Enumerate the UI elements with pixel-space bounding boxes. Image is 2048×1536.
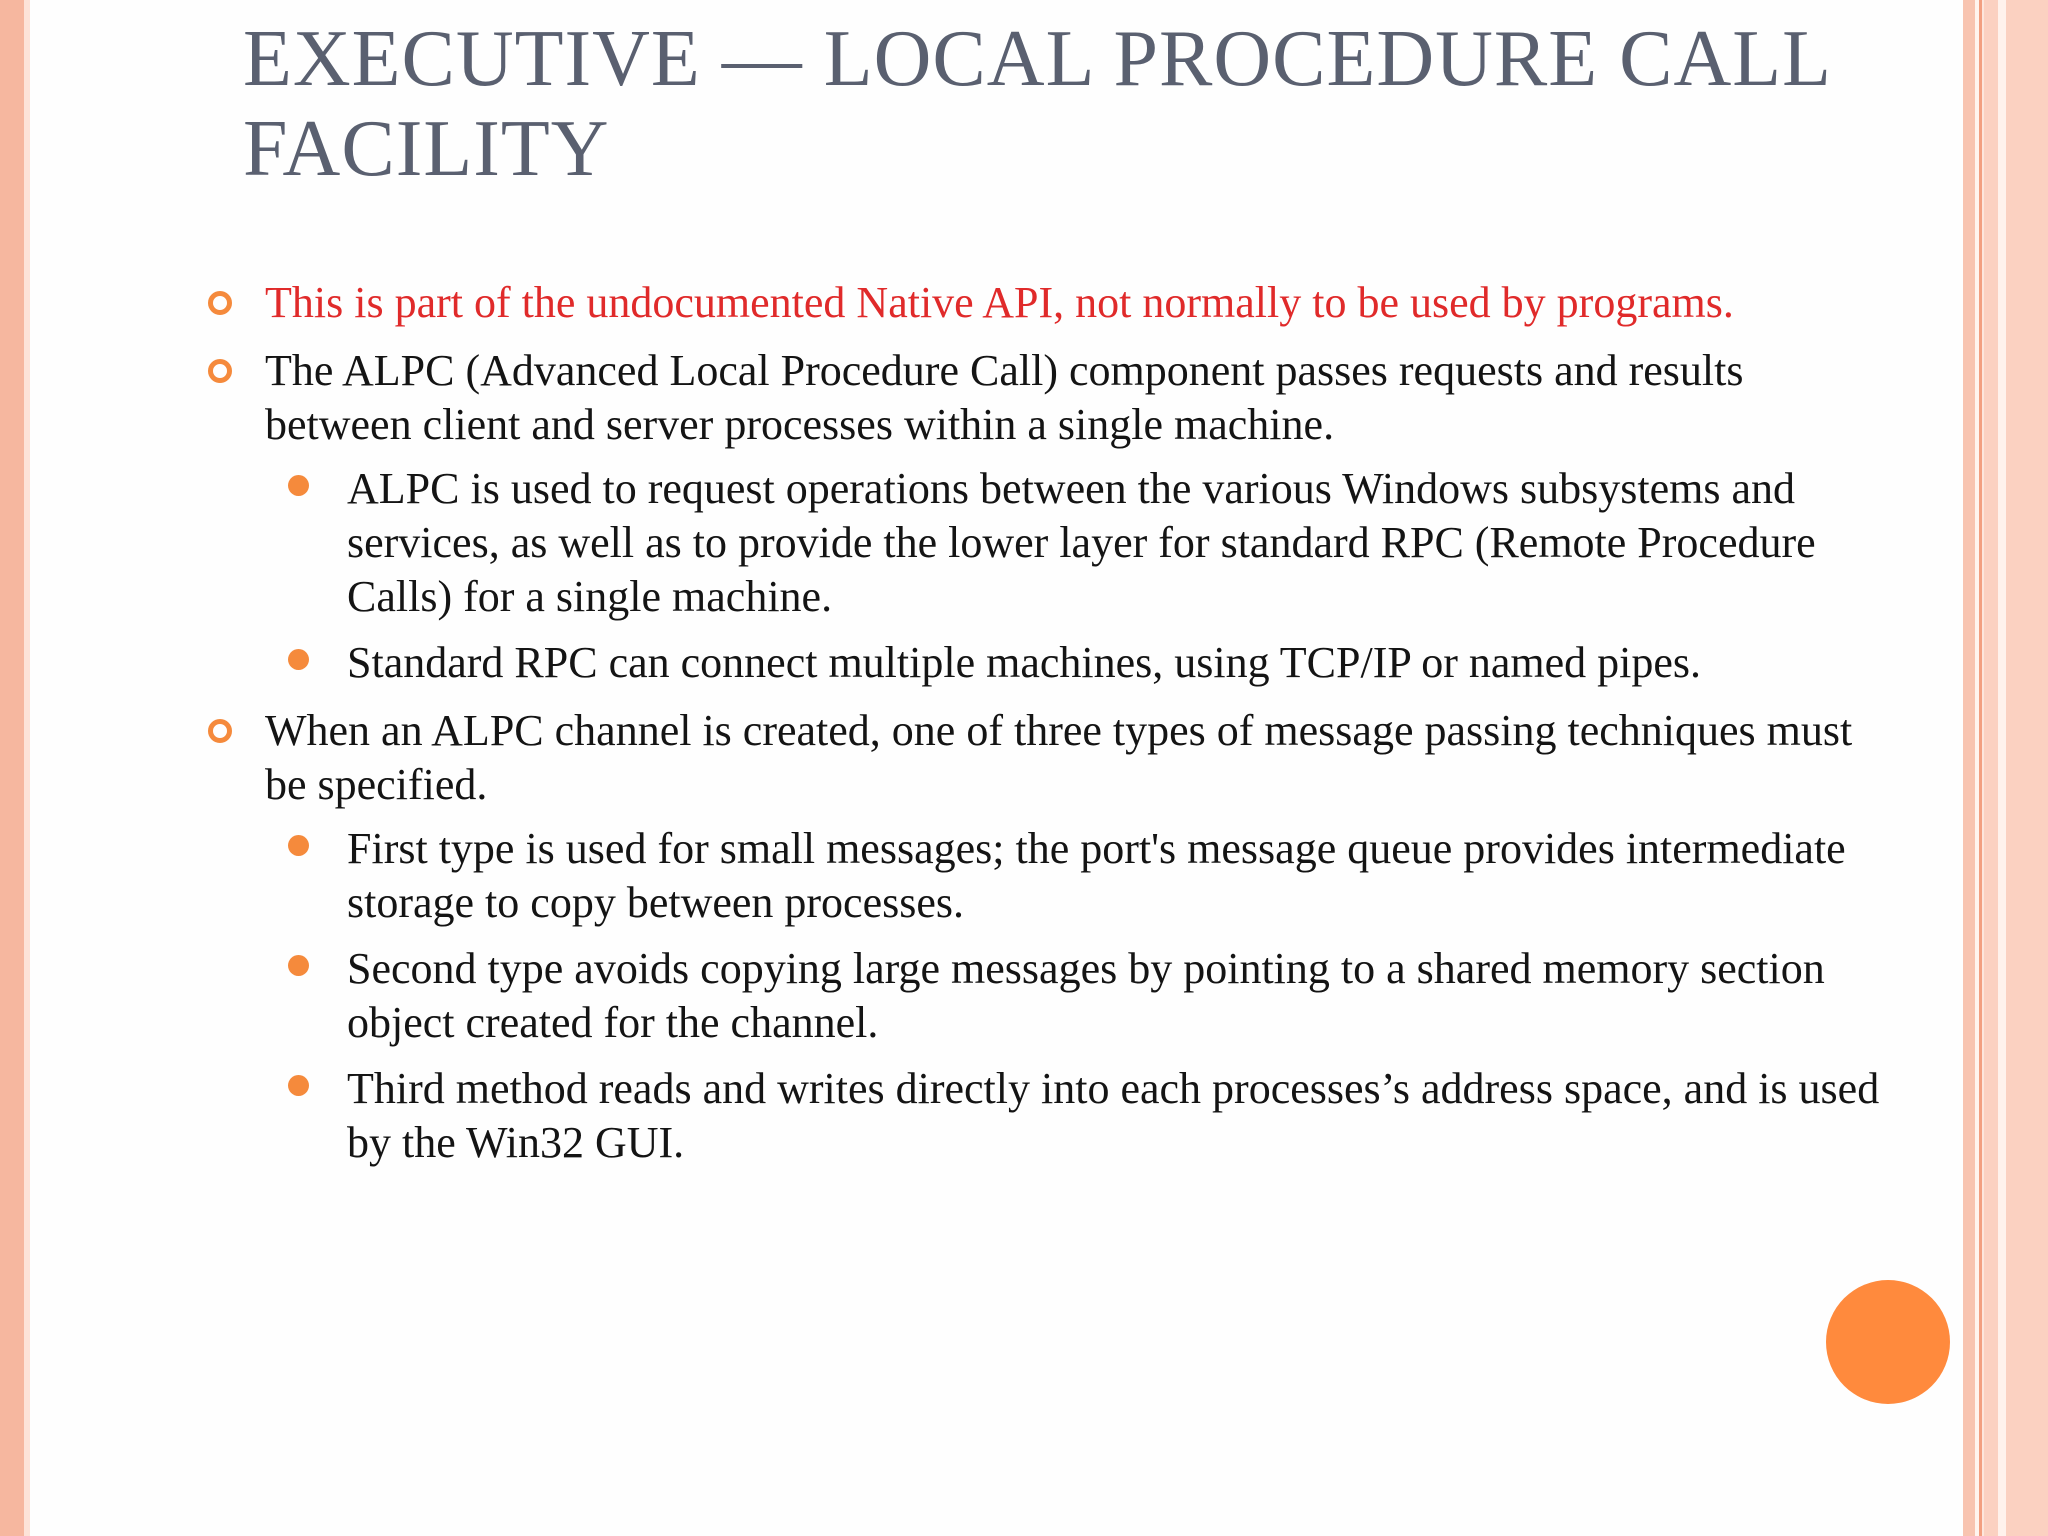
bullet-item	[0, 344, 1885, 690]
dot-bullet-icon	[288, 475, 309, 496]
sub-bullet-item	[347, 636, 1917, 690]
dot-bullet-icon	[288, 955, 309, 976]
dot-bullet-icon	[288, 835, 309, 856]
dot-bullet-icon	[288, 649, 309, 670]
bullet-text: This is part of the undocumented Native API, not normally to be used by programs.	[265, 278, 1734, 327]
right-border-band	[1984, 0, 2048, 1536]
sub-bullet-text: Standard RPC can connect multiple machines, using TCP/IP or named pipes.	[347, 638, 1702, 687]
sub-bullet-list	[265, 462, 1885, 690]
sub-bullet-item	[347, 942, 1917, 1050]
right-border-band	[1998, 0, 2006, 1536]
bullet-text: The ALPC (Advanced Local Procedure Call) component passes requests and results between client and server processes within a single machine.	[265, 346, 1744, 449]
dot-bullet-icon	[288, 1075, 309, 1096]
sub-bullet-list	[265, 822, 1885, 1170]
decorative-circle-icon	[1826, 1280, 1950, 1404]
sub-bullet-text: Second type avoids copying large messages by pointing to a shared memory section object created for the channel.	[347, 944, 1825, 1047]
right-border-band	[1963, 0, 1975, 1536]
bullet-list	[0, 276, 1960, 1184]
bullet-item	[0, 276, 1885, 330]
sub-bullet-item	[347, 1062, 1917, 1170]
bullet-item	[0, 704, 1885, 1170]
slide-title: EXECUTIVE — LOCAL PROCEDURE CALL FACILITY	[243, 15, 1829, 193]
sub-bullet-item	[347, 462, 1917, 624]
ring-bullet-icon	[208, 291, 232, 315]
sub-bullet-item	[347, 822, 1917, 930]
sub-bullet-text: Third method reads and writes directly into each processes’s address space, and is used by the Win32 GUI.	[347, 1064, 1880, 1167]
ring-bullet-icon	[208, 359, 232, 383]
ring-bullet-icon	[208, 719, 232, 743]
sub-bullet-text: ALPC is used to request operations between the various Windows subsystems and services, as well as to provide the lower layer for standard RPC (Remote Procedure Calls) for a single machine.	[347, 464, 1816, 621]
sub-bullet-text: First type is used for small messages; the port's message queue provides intermediate storage to copy between processes.	[347, 824, 1846, 927]
bullet-text: When an ALPC channel is created, one of three types of message passing techniques must be specified.	[265, 706, 1853, 809]
